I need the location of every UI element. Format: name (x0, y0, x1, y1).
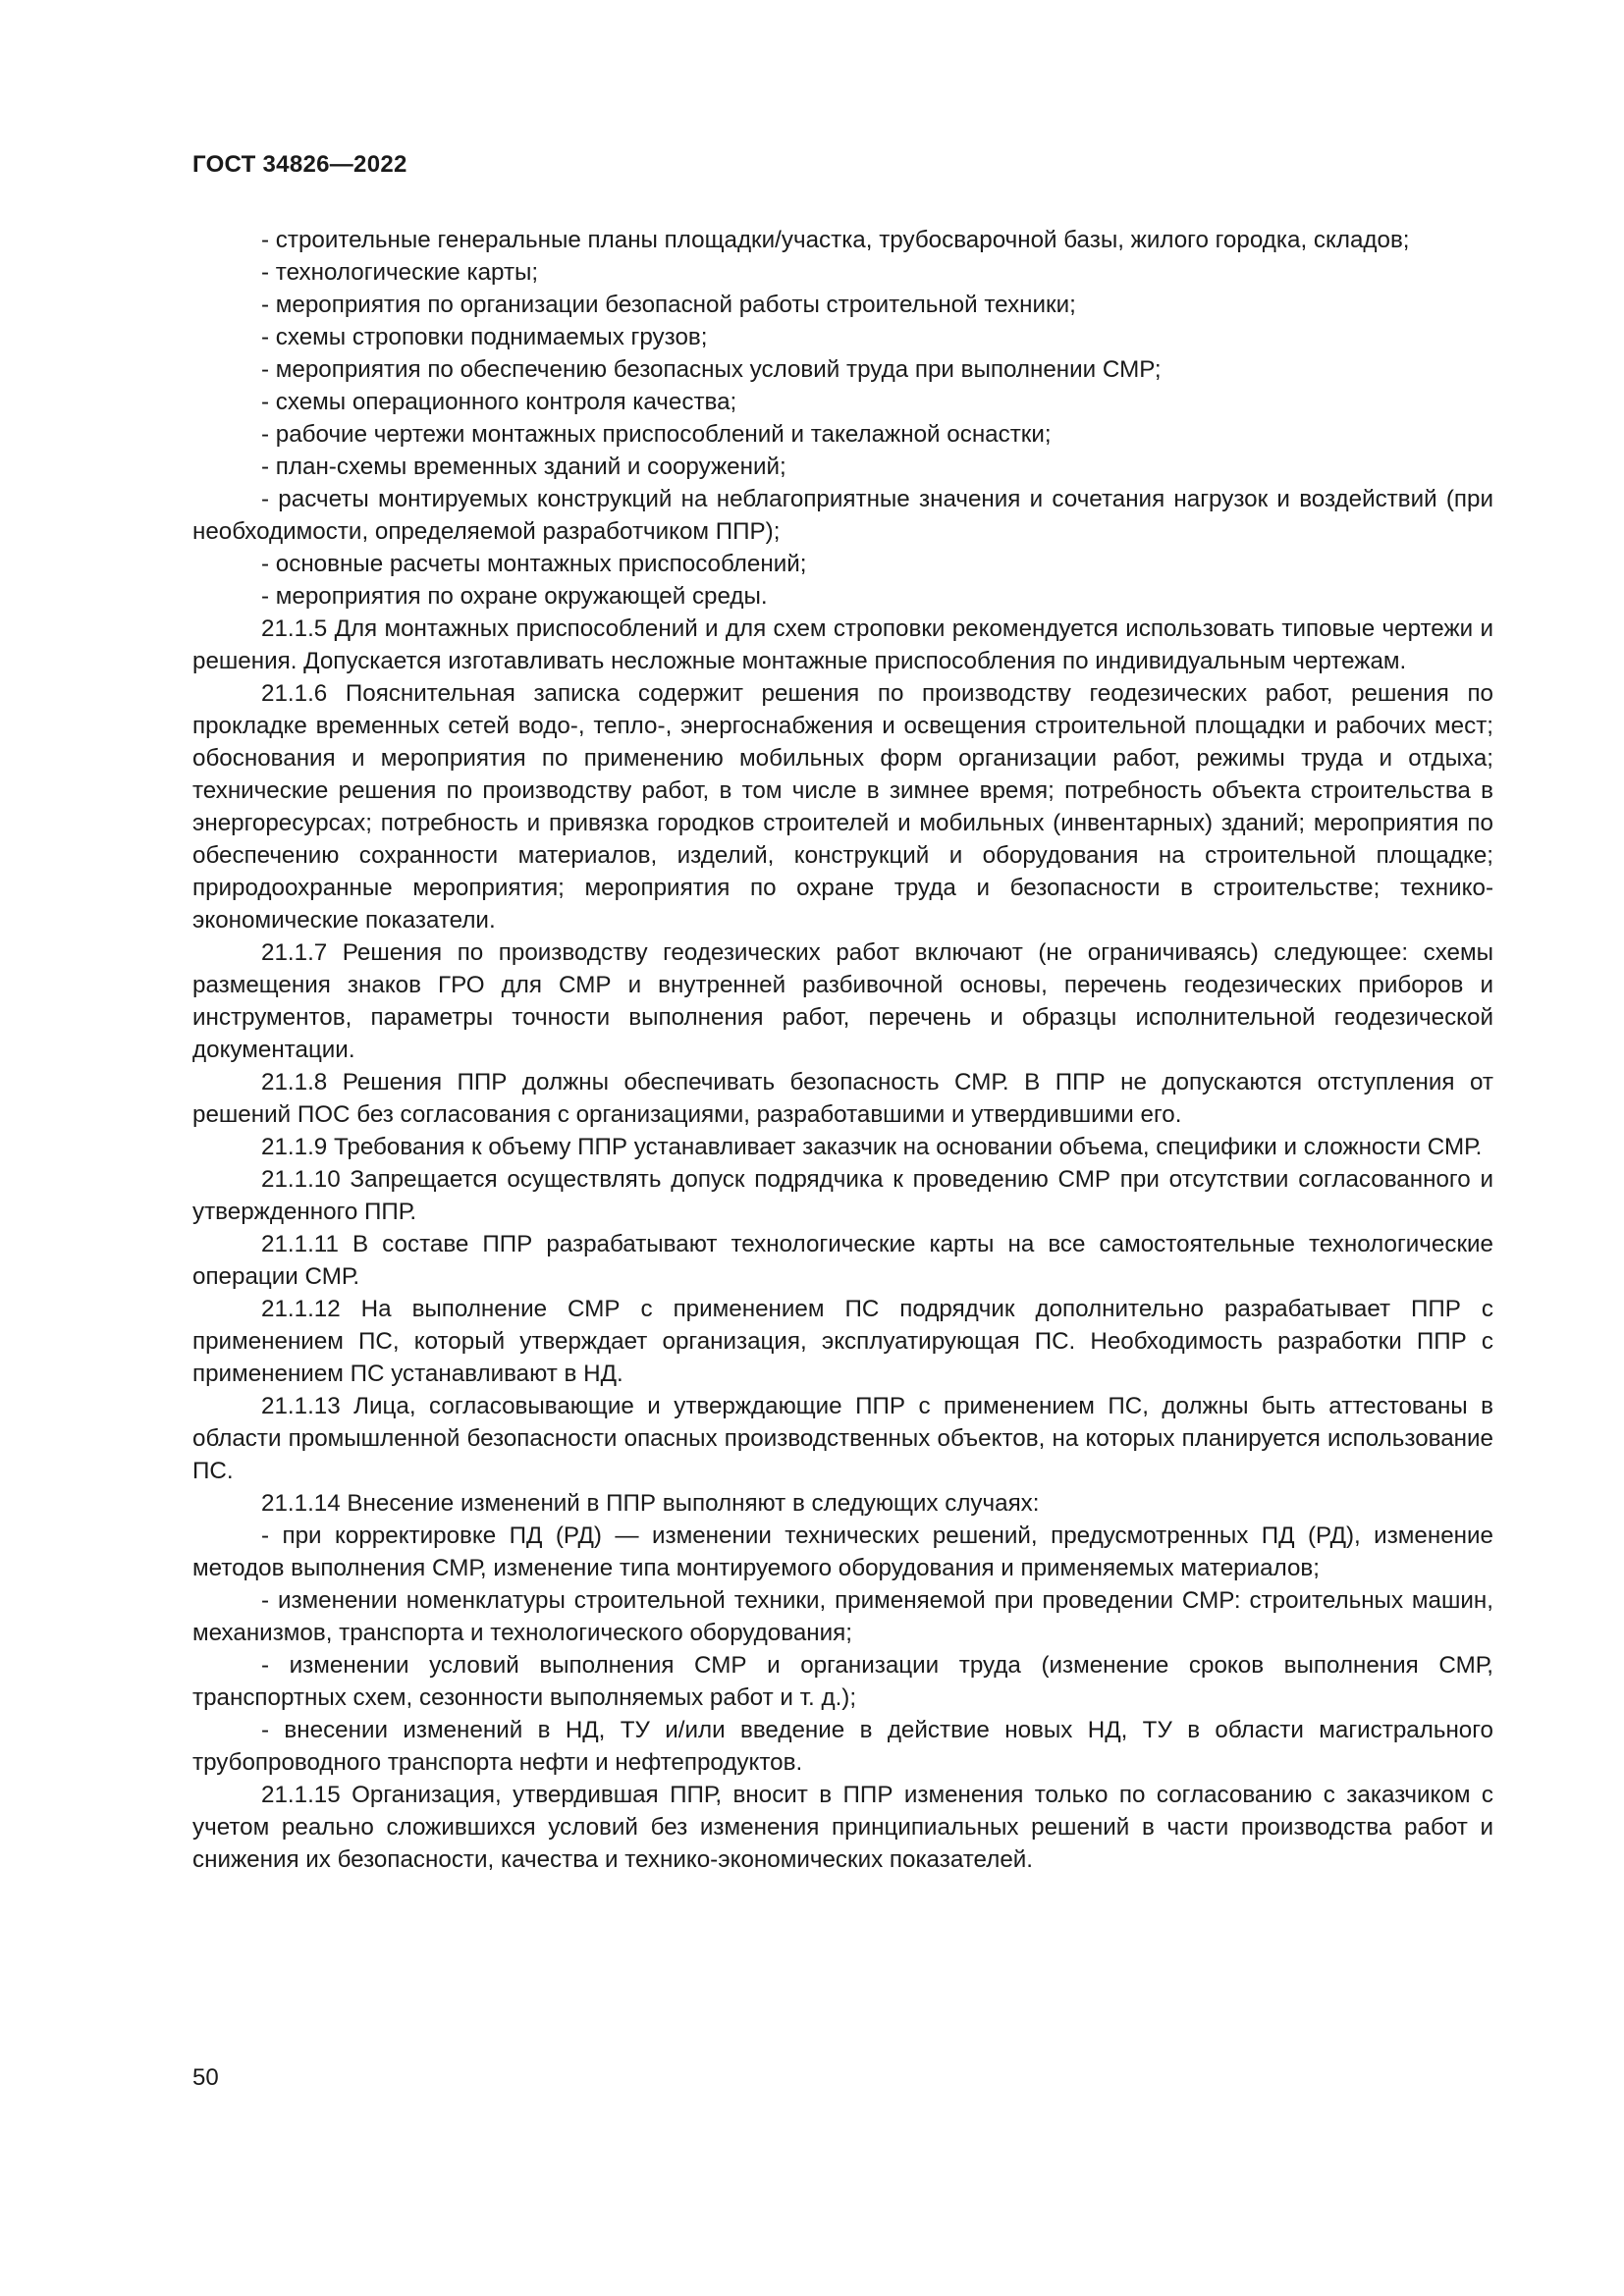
clause-21-1-10: 21.1.10 Запрещается осуществлять допуск подрядчика к проведению СМР при отсутствии согласованного и утвержденного ППР. (192, 1166, 1493, 1225)
list-item: - схемы строповки поднимаемых грузов; (261, 324, 708, 350)
clause-21-1-7: 21.1.7 Решения по производству геодезических работ включают (не ограничиваясь) следующее: схемы размещения знаков ГРО для СМР и внутренней разбивочной основы, перечень геодезических приборов и инструментов, параметры точности выполнения работ, перечень и образцы исполнительной геодезической документации. (192, 939, 1493, 1063)
clause-21-1-11: 21.1.11 В составе ППР разрабатывают технологические карты на все самостоятельные технологические операции СМР. (192, 1231, 1493, 1290)
list-item: - при корректировке ПД (РД) — изменении технических решений, предусмотренных ПД (РД), изменение методов выполнения СМР, изменение типа монтируемого оборудования и применяемых материалов; (192, 1522, 1493, 1581)
document-header: ГОСТ 34826—2022 (192, 151, 407, 178)
list-item: - изменении номенклатуры строительной техники, применяемой при проведении СМР: строительных машин, механизмов, транспорта и технологического оборудования; (192, 1587, 1493, 1646)
list-item: - изменении условий выполнения СМР и организации труда (изменение сроков выполнения СМР, транспортных схем, сезонности выполняемых работ и т. д.); (192, 1652, 1493, 1711)
list-item: - расчеты монтируемых конструкций на неблагоприятные значения и сочетания нагрузок и воздействий (при необходимости, определяемой разработчиком ППР); (192, 486, 1493, 545)
list-item: - строительные генеральные планы площадки/участка, трубосварочной базы, жилого городка, складов; (261, 227, 1410, 253)
clause-21-1-8: 21.1.8 Решения ППР должны обеспечивать безопасность СМР. В ППР не допускаются отступления от решений ПОС без согласования с организациями, разработавшими и утвердившими его. (192, 1069, 1493, 1128)
clause-21-1-12: 21.1.12 На выполнение СМР с применением ПС подрядчик дополнительно разрабатывает ППР с применением ПС, который утверждает организация, эксплуатирующая ПС. Необходимость разработки ППР с применением ПС устанавливают в НД. (192, 1296, 1493, 1387)
list-item: - технологические карты; (261, 259, 539, 286)
clause-21-1-9: 21.1.9 Требования к объему ППР устанавливает заказчик на основании объема, специфики и сложности СМР. (261, 1134, 1483, 1160)
list-item: - основные расчеты монтажных приспособлений; (261, 551, 807, 577)
document-body (192, 224, 1493, 1876)
list-item: - рабочие чертежи монтажных приспособлений и такелажной оснастки; (261, 421, 1052, 448)
page-number: 50 (192, 2064, 219, 2091)
list-item: - схемы операционного контроля качества; (261, 389, 737, 415)
list-item: - план-схемы временных зданий и сооружений; (261, 454, 786, 480)
clause-21-1-5: 21.1.5 Для монтажных приспособлений и для схем строповки рекомендуется использовать типовые чертежи и решения. Допускается изготавливать несложные монтажные приспособления по индивидуальным чертежам. (192, 615, 1493, 674)
list-item: - мероприятия по организации безопасной работы строительной техники; (261, 292, 1076, 318)
clause-21-1-14: 21.1.14 Внесение изменений в ППР выполняют в следующих случаях: (261, 1490, 1040, 1517)
list-item: - мероприятия по охране окружающей среды. (261, 583, 768, 610)
clause-21-1-6: 21.1.6 Пояснительная записка содержит решения по производству геодезических работ, решения по прокладке временных сетей водо-, тепло-, энергоснабжения и освещения строительной площадки и рабочих мест; обоснования и мероприятия по применению мобильных форм организации работ, режимы труда и отдыха; технические решения по производству работ, в том числе в зимнее время; потребность объекта строительства в энергоресурсах; потребность и привязка городков строителей и мобильных (инвентарных) зданий; мероприятия по обеспечению сохранности материалов, изделий, конструкций и оборудования на строительной площадке; природоохранные мероприятия; мероприятия по охране труда и безопасности в строительстве; технико-экономические показатели. (192, 680, 1493, 934)
list-item: - мероприятия по обеспечению безопасных условий труда при выполнении СМР; (261, 356, 1162, 383)
list-item: - внесении изменений в НД, ТУ и/или введение в действие новых НД, ТУ в области магистрального трубопроводного транспорта нефти и нефтепродуктов. (192, 1717, 1493, 1776)
clause-21-1-15: 21.1.15 Организация, утвердившая ППР, вносит в ППР изменения только по согласованию с заказчиком с учетом реально сложившихся условий без изменения принципиальных решений в части производства работ и снижения их безопасности, качества и технико-экономических показателей. (192, 1782, 1493, 1873)
clause-21-1-13: 21.1.13 Лица, согласовывающие и утверждающие ППР с применением ПС, должны быть аттестованы в области промышленной безопасности опасных производственных объектов, на которых планируется использование ПС. (192, 1393, 1493, 1484)
